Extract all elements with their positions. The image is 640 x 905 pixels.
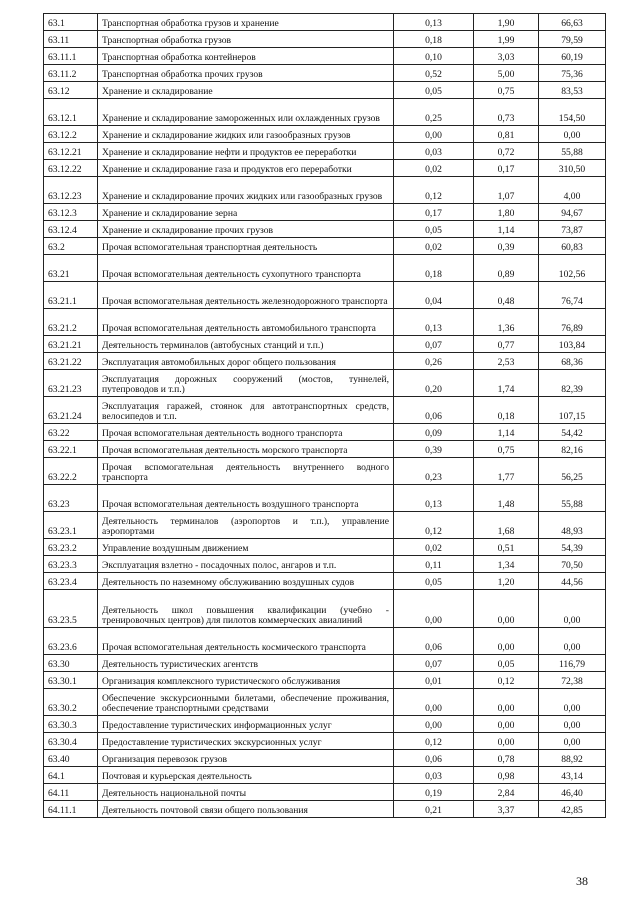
row-value-3: 60,83 (539, 238, 606, 255)
row-value-2: 1,20 (474, 573, 539, 590)
row-value-1: 0,09 (394, 424, 474, 441)
row-value-1: 0,13 (394, 309, 474, 336)
row-value-3: 68,36 (539, 353, 606, 370)
row-value-2: 0,00 (474, 733, 539, 750)
row-value-1: 0,12 (394, 733, 474, 750)
row-value-2: 0,73 (474, 99, 539, 126)
row-value-3: 46,40 (539, 784, 606, 801)
table-row (44, 458, 606, 485)
row-code: 63.23.1 (44, 512, 98, 539)
row-name: Прочая вспомогательная деятельность железнодорожного транспорта (98, 282, 394, 309)
row-name: Деятельность терминалов (аэропортов и т.п.), управление аэропортами (98, 512, 394, 539)
page-number: 38 (576, 874, 588, 888)
row-code: 63.11.2 (44, 65, 98, 82)
row-name: Эксплуатация взлетно - посадочных полос, ангаров и т.п. (98, 556, 394, 573)
row-value-3: 75,36 (539, 65, 606, 82)
row-value-2: 0,81 (474, 126, 539, 143)
row-name: Транспортная обработка грузов (98, 31, 394, 48)
table-row (44, 512, 606, 539)
row-value-3: 54,39 (539, 539, 606, 556)
row-code: 64.11.1 (44, 801, 98, 818)
table-row (44, 48, 606, 65)
row-name: Прочая вспомогательная деятельность водного транспорта (98, 424, 394, 441)
row-value-3: 0,00 (539, 126, 606, 143)
row-value-2: 1,34 (474, 556, 539, 573)
row-code: 63.30.1 (44, 672, 98, 689)
row-name: Деятельность по наземному обслуживанию воздушных судов (98, 573, 394, 590)
table-row (44, 353, 606, 370)
row-value-1: 0,05 (394, 573, 474, 590)
row-value-2: 1,99 (474, 31, 539, 48)
row-value-1: 0,52 (394, 65, 474, 82)
row-value-2: 0,00 (474, 628, 539, 655)
row-value-1: 0,01 (394, 672, 474, 689)
row-value-1: 0,17 (394, 204, 474, 221)
row-value-3: 154,50 (539, 99, 606, 126)
row-value-2: 0,48 (474, 282, 539, 309)
table-row (44, 441, 606, 458)
row-value-2: 0,78 (474, 750, 539, 767)
row-name: Транспортная обработка контейнеров (98, 48, 394, 65)
row-value-1: 0,06 (394, 628, 474, 655)
row-value-2: 1,14 (474, 221, 539, 238)
table-row (44, 424, 606, 441)
table-row (44, 160, 606, 177)
table-row (44, 801, 606, 818)
row-value-1: 0,04 (394, 282, 474, 309)
table-row (44, 82, 606, 99)
row-value-1: 0,02 (394, 539, 474, 556)
activity-table (43, 13, 606, 818)
row-value-3: 48,93 (539, 512, 606, 539)
row-value-1: 0,26 (394, 353, 474, 370)
row-code: 63.21.24 (44, 397, 98, 424)
table-row (44, 31, 606, 48)
row-value-3: 55,88 (539, 143, 606, 160)
row-name: Организация перевозок грузов (98, 750, 394, 767)
row-name: Хранение и складирование прочих жидких или газообразных грузов (98, 177, 394, 204)
row-code: 63.12.4 (44, 221, 98, 238)
row-value-1: 0,00 (394, 689, 474, 716)
row-value-3: 72,38 (539, 672, 606, 689)
row-code: 63.12.21 (44, 143, 98, 160)
table-row (44, 672, 606, 689)
row-value-2: 1,77 (474, 458, 539, 485)
table-row (44, 556, 606, 573)
table-row (44, 65, 606, 82)
table-row (44, 255, 606, 282)
row-value-3: 116,79 (539, 655, 606, 672)
table-row (44, 573, 606, 590)
row-code: 63.21.23 (44, 370, 98, 397)
row-name: Прочая вспомогательная деятельность сухопутного транспорта (98, 255, 394, 282)
row-code: 63.12.23 (44, 177, 98, 204)
table-row (44, 126, 606, 143)
row-value-2: 0,75 (474, 441, 539, 458)
table-row (44, 750, 606, 767)
row-code: 63.21.22 (44, 353, 98, 370)
row-value-1: 0,00 (394, 590, 474, 628)
row-value-3: 76,89 (539, 309, 606, 336)
row-name: Прочая вспомогательная транспортная деятельность (98, 238, 394, 255)
row-value-3: 73,87 (539, 221, 606, 238)
row-value-3: 103,84 (539, 336, 606, 353)
row-value-3: 0,00 (539, 628, 606, 655)
row-value-2: 1,48 (474, 485, 539, 512)
row-code: 63.11.1 (44, 48, 98, 65)
row-value-2: 1,74 (474, 370, 539, 397)
row-value-1: 0,02 (394, 160, 474, 177)
row-value-2: 0,51 (474, 539, 539, 556)
row-name: Хранение и складирование (98, 82, 394, 99)
row-code: 63.23.6 (44, 628, 98, 655)
table-row (44, 767, 606, 784)
row-value-2: 0,89 (474, 255, 539, 282)
row-value-3: 44,56 (539, 573, 606, 590)
row-code: 63.21.1 (44, 282, 98, 309)
row-code: 63.30 (44, 655, 98, 672)
table-row (44, 689, 606, 716)
row-name: Деятельность школ повышения квалификации (учебно - тренировочных центров) для пилотов коммерческих авиалиний (98, 590, 394, 628)
row-name: Прочая вспомогательная деятельность автомобильного транспорта (98, 309, 394, 336)
row-value-1: 0,13 (394, 14, 474, 31)
row-value-2: 1,68 (474, 512, 539, 539)
table-row (44, 397, 606, 424)
row-value-2: 0,17 (474, 160, 539, 177)
row-value-1: 0,07 (394, 336, 474, 353)
table-row (44, 655, 606, 672)
row-value-2: 0,12 (474, 672, 539, 689)
row-value-1: 0,06 (394, 397, 474, 424)
row-name: Организация комплексного туристического обслуживания (98, 672, 394, 689)
row-value-2: 1,80 (474, 204, 539, 221)
row-value-3: 54,42 (539, 424, 606, 441)
row-value-1: 0,10 (394, 48, 474, 65)
row-value-3: 107,15 (539, 397, 606, 424)
table-row (44, 204, 606, 221)
table-row (44, 784, 606, 801)
row-value-1: 0,02 (394, 238, 474, 255)
table-body (44, 14, 606, 818)
row-code: 63.40 (44, 750, 98, 767)
row-value-1: 0,12 (394, 177, 474, 204)
row-value-1: 0,19 (394, 784, 474, 801)
row-name: Эксплуатация автомобильных дорог общего пользования (98, 353, 394, 370)
row-value-1: 0,39 (394, 441, 474, 458)
row-value-2: 1,14 (474, 424, 539, 441)
row-value-2: 0,00 (474, 689, 539, 716)
row-code: 63.30.2 (44, 689, 98, 716)
row-code: 63.12 (44, 82, 98, 99)
row-name: Управление воздушным движением (98, 539, 394, 556)
row-value-1: 0,18 (394, 31, 474, 48)
row-name: Прочая вспомогательная деятельность морского транспорта (98, 441, 394, 458)
row-value-2: 5,00 (474, 65, 539, 82)
row-name: Деятельность туристических агентств (98, 655, 394, 672)
row-code: 63.21.21 (44, 336, 98, 353)
row-value-2: 0,72 (474, 143, 539, 160)
row-value-1: 0,03 (394, 143, 474, 160)
row-value-3: 83,53 (539, 82, 606, 99)
row-value-3: 94,67 (539, 204, 606, 221)
row-value-3: 43,14 (539, 767, 606, 784)
row-name: Хранение и складирование газа и продуктов его переработки (98, 160, 394, 177)
table-row (44, 485, 606, 512)
row-code: 64.1 (44, 767, 98, 784)
row-value-3: 4,00 (539, 177, 606, 204)
row-value-2: 0,75 (474, 82, 539, 99)
row-value-1: 0,25 (394, 99, 474, 126)
row-name: Деятельность терминалов (автобусных станций и т.п.) (98, 336, 394, 353)
row-value-2: 2,84 (474, 784, 539, 801)
row-value-3: 82,16 (539, 441, 606, 458)
row-code: 63.30.3 (44, 716, 98, 733)
row-value-1: 0,18 (394, 255, 474, 282)
table-row (44, 539, 606, 556)
row-value-1: 0,07 (394, 655, 474, 672)
row-code: 63.2 (44, 238, 98, 255)
table-row (44, 221, 606, 238)
row-name: Прочая вспомогательная деятельность внутреннего водного транспорта (98, 458, 394, 485)
row-value-2: 2,53 (474, 353, 539, 370)
row-value-1: 0,13 (394, 485, 474, 512)
row-code: 63.12.22 (44, 160, 98, 177)
row-value-3: 70,50 (539, 556, 606, 573)
row-value-1: 0,23 (394, 458, 474, 485)
row-value-1: 0,06 (394, 750, 474, 767)
row-value-2: 0,77 (474, 336, 539, 353)
row-code: 63.30.4 (44, 733, 98, 750)
row-value-3: 76,74 (539, 282, 606, 309)
row-value-2: 0,05 (474, 655, 539, 672)
row-value-2: 1,90 (474, 14, 539, 31)
row-code: 63.23 (44, 485, 98, 512)
row-value-1: 0,05 (394, 221, 474, 238)
table-row (44, 282, 606, 309)
row-value-3: 82,39 (539, 370, 606, 397)
row-name: Транспортная обработка грузов и хранение (98, 14, 394, 31)
row-value-3: 0,00 (539, 590, 606, 628)
row-name: Хранение и складирование зерна (98, 204, 394, 221)
row-name: Хранение и складирование жидких или газообразных грузов (98, 126, 394, 143)
row-value-2: 0,98 (474, 767, 539, 784)
row-name: Хранение и складирование замороженных или охлажденных грузов (98, 99, 394, 126)
row-value-2: 0,00 (474, 590, 539, 628)
table-row (44, 628, 606, 655)
row-name: Хранение и складирование прочих грузов (98, 221, 394, 238)
table-row (44, 309, 606, 336)
row-name: Эксплуатация дорожных сооружений (мостов, туннелей, путепроводов и т.п.) (98, 370, 394, 397)
table-row (44, 733, 606, 750)
table-row (44, 238, 606, 255)
row-code: 64.11 (44, 784, 98, 801)
table-row (44, 370, 606, 397)
row-name: Предоставление туристических экскурсионных услуг (98, 733, 394, 750)
table-row (44, 336, 606, 353)
row-value-2: 3,03 (474, 48, 539, 65)
row-value-3: 0,00 (539, 716, 606, 733)
row-value-2: 1,36 (474, 309, 539, 336)
row-value-1: 0,05 (394, 82, 474, 99)
row-value-3: 0,00 (539, 689, 606, 716)
row-value-1: 0,03 (394, 767, 474, 784)
row-value-3: 66,63 (539, 14, 606, 31)
row-name: Прочая вспомогательная деятельность воздушного транспорта (98, 485, 394, 512)
row-value-1: 0,11 (394, 556, 474, 573)
row-value-1: 0,00 (394, 716, 474, 733)
table-row (44, 177, 606, 204)
row-code: 63.22.2 (44, 458, 98, 485)
row-value-1: 0,20 (394, 370, 474, 397)
row-value-3: 79,59 (539, 31, 606, 48)
row-code: 63.12.3 (44, 204, 98, 221)
row-name: Предоставление туристических информационных услуг (98, 716, 394, 733)
row-name: Прочая вспомогательная деятельность космического транспорта (98, 628, 394, 655)
row-value-2: 0,39 (474, 238, 539, 255)
row-name: Деятельность национальной почты (98, 784, 394, 801)
row-code: 63.22.1 (44, 441, 98, 458)
row-value-2: 0,18 (474, 397, 539, 424)
row-code: 63.23.3 (44, 556, 98, 573)
row-value-3: 42,85 (539, 801, 606, 818)
row-value-1: 0,00 (394, 126, 474, 143)
row-code: 63.11 (44, 31, 98, 48)
row-name: Деятельность почтовой связи общего пользования (98, 801, 394, 818)
row-value-3: 310,50 (539, 160, 606, 177)
row-value-2: 0,00 (474, 716, 539, 733)
row-value-3: 0,00 (539, 733, 606, 750)
row-code: 63.1 (44, 14, 98, 31)
row-value-3: 88,92 (539, 750, 606, 767)
row-code: 63.12.2 (44, 126, 98, 143)
row-value-3: 60,19 (539, 48, 606, 65)
row-code: 63.23.2 (44, 539, 98, 556)
row-code: 63.23.4 (44, 573, 98, 590)
row-name: Обеспечение экскурсионными билетами, обеспечение проживания, обеспечение транспортными средствами (98, 689, 394, 716)
row-value-2: 1,07 (474, 177, 539, 204)
row-value-3: 56,25 (539, 458, 606, 485)
table-row (44, 143, 606, 160)
row-value-3: 102,56 (539, 255, 606, 282)
row-code: 63.21 (44, 255, 98, 282)
row-name: Хранение и складирование нефти и продуктов ее переработки (98, 143, 394, 160)
row-name: Эксплуатация гаражей, стоянок для автотранспортных средств, велосипедов и т.п. (98, 397, 394, 424)
row-value-2: 3,37 (474, 801, 539, 818)
row-code: 63.22 (44, 424, 98, 441)
row-code: 63.23.5 (44, 590, 98, 628)
row-name: Почтовая и курьерская деятельность (98, 767, 394, 784)
table-row (44, 716, 606, 733)
row-name: Транспортная обработка прочих грузов (98, 65, 394, 82)
row-code: 63.21.2 (44, 309, 98, 336)
row-value-1: 0,21 (394, 801, 474, 818)
table-row (44, 590, 606, 628)
row-code: 63.12.1 (44, 99, 98, 126)
row-value-3: 55,88 (539, 485, 606, 512)
table-row (44, 99, 606, 126)
table-row (44, 14, 606, 31)
row-value-1: 0,12 (394, 512, 474, 539)
